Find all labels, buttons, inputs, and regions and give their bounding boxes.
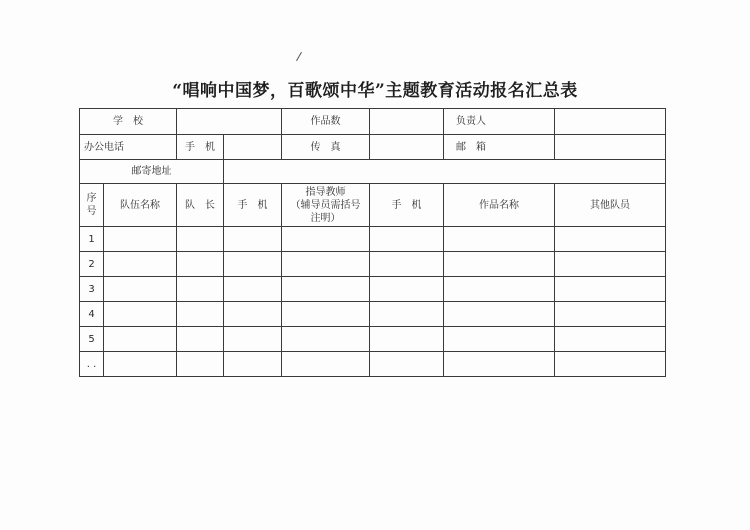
cell-teacher-mobile[interactable] xyxy=(370,252,444,277)
works-count-label: 作品数 xyxy=(282,109,370,135)
header-other-members: 其他队员 xyxy=(555,184,666,227)
header-captain: 队 长 xyxy=(177,184,224,227)
cell-teacher-mobile[interactable] xyxy=(370,327,444,352)
cell-work-name[interactable] xyxy=(444,327,555,352)
cell-captain[interactable] xyxy=(177,302,224,327)
mailing-address-label: 邮寄地址 xyxy=(80,160,224,184)
works-count-value[interactable] xyxy=(370,109,444,135)
cell-work-name[interactable] xyxy=(444,277,555,302)
cell-captain[interactable] xyxy=(177,327,224,352)
table-row xyxy=(80,302,666,327)
cell-teacher[interactable] xyxy=(282,327,370,352)
cell-captain-mobile[interactable] xyxy=(224,227,282,252)
pen-mark xyxy=(296,52,302,61)
cell-work-name[interactable] xyxy=(444,302,555,327)
cell-team-name[interactable] xyxy=(104,277,177,302)
header-captain-mobile: 手 机 xyxy=(224,184,282,227)
cell-work-name[interactable] xyxy=(444,252,555,277)
row-number: 2 xyxy=(80,252,104,277)
row-number: 5 xyxy=(80,327,104,352)
table-row xyxy=(80,252,666,277)
cell-teacher-mobile[interactable] xyxy=(370,352,444,377)
cell-work-name[interactable] xyxy=(444,352,555,377)
cell-teacher[interactable] xyxy=(282,252,370,277)
cell-teacher-mobile[interactable] xyxy=(370,277,444,302)
person-in-charge-label: 负责人 xyxy=(444,109,555,135)
cell-other-members[interactable] xyxy=(555,302,666,327)
cell-teacher-mobile[interactable] xyxy=(370,227,444,252)
school-value[interactable] xyxy=(177,109,282,135)
mobile-value[interactable] xyxy=(224,135,282,160)
registration-summary-table xyxy=(79,108,666,377)
cell-work-name[interactable] xyxy=(444,227,555,252)
row-number: 1 xyxy=(80,227,104,252)
cell-captain[interactable] xyxy=(177,227,224,252)
cell-other-members[interactable] xyxy=(555,277,666,302)
mailing-address-value[interactable] xyxy=(224,160,666,184)
cell-other-members[interactable] xyxy=(555,327,666,352)
header-teacher xyxy=(282,184,370,227)
cell-captain-mobile[interactable] xyxy=(224,302,282,327)
cell-captain[interactable] xyxy=(177,252,224,277)
cell-other-members[interactable] xyxy=(555,252,666,277)
cell-captain[interactable] xyxy=(177,277,224,302)
school-label: 学 校 xyxy=(80,109,177,135)
info-row-school xyxy=(80,109,666,135)
cell-other-members[interactable] xyxy=(555,352,666,377)
cell-captain-mobile[interactable] xyxy=(224,327,282,352)
table-row xyxy=(80,352,666,377)
header-seq-line1: 序 xyxy=(86,193,97,204)
cell-other-members[interactable] xyxy=(555,227,666,252)
fax-label: 传 真 xyxy=(282,135,370,160)
cell-captain-mobile[interactable] xyxy=(224,252,282,277)
cell-captain-mobile[interactable] xyxy=(224,352,282,377)
header-seq-line2: 号 xyxy=(86,206,97,217)
email-value[interactable] xyxy=(555,135,666,160)
header-teacher-line1: 指导教师 xyxy=(305,186,346,198)
header-teacher-mobile: 手 机 xyxy=(370,184,444,227)
office-phone-label: 办公电话 xyxy=(80,135,177,160)
team-table-header xyxy=(80,184,666,227)
info-row-contact xyxy=(80,135,666,160)
header-seq xyxy=(80,184,104,227)
cell-teacher-mobile[interactable] xyxy=(370,302,444,327)
table-row xyxy=(80,327,666,352)
cell-team-name[interactable] xyxy=(104,227,177,252)
cell-teacher[interactable] xyxy=(282,227,370,252)
info-row-address xyxy=(80,160,666,184)
row-number: 3 xyxy=(80,277,104,302)
header-work-name: 作品名称 xyxy=(444,184,555,227)
row-number: 4 xyxy=(80,302,104,327)
cell-team-name[interactable] xyxy=(104,352,177,377)
cell-teacher[interactable] xyxy=(282,277,370,302)
person-in-charge-value[interactable] xyxy=(555,109,666,135)
cell-team-name[interactable] xyxy=(104,327,177,352)
mobile-label: 手 机 xyxy=(177,135,224,160)
cell-teacher[interactable] xyxy=(282,352,370,377)
table-row xyxy=(80,277,666,302)
header-team-name: 队伍名称 xyxy=(104,184,177,227)
email-label: 邮 箱 xyxy=(444,135,555,160)
cell-team-name[interactable] xyxy=(104,252,177,277)
header-teacher-line2: （辅导员需括号 xyxy=(290,199,361,211)
cell-teacher[interactable] xyxy=(282,302,370,327)
cell-team-name[interactable] xyxy=(104,302,177,327)
cell-captain-mobile[interactable] xyxy=(224,277,282,302)
row-number: . . xyxy=(80,352,104,377)
fax-value[interactable] xyxy=(370,135,444,160)
header-teacher-line3: 注明） xyxy=(310,212,341,224)
cell-captain[interactable] xyxy=(177,352,224,377)
table-row xyxy=(80,227,666,252)
page-title: “唱响中国梦，百歌颂中华”主题教育活动报名汇总表 xyxy=(172,81,578,101)
